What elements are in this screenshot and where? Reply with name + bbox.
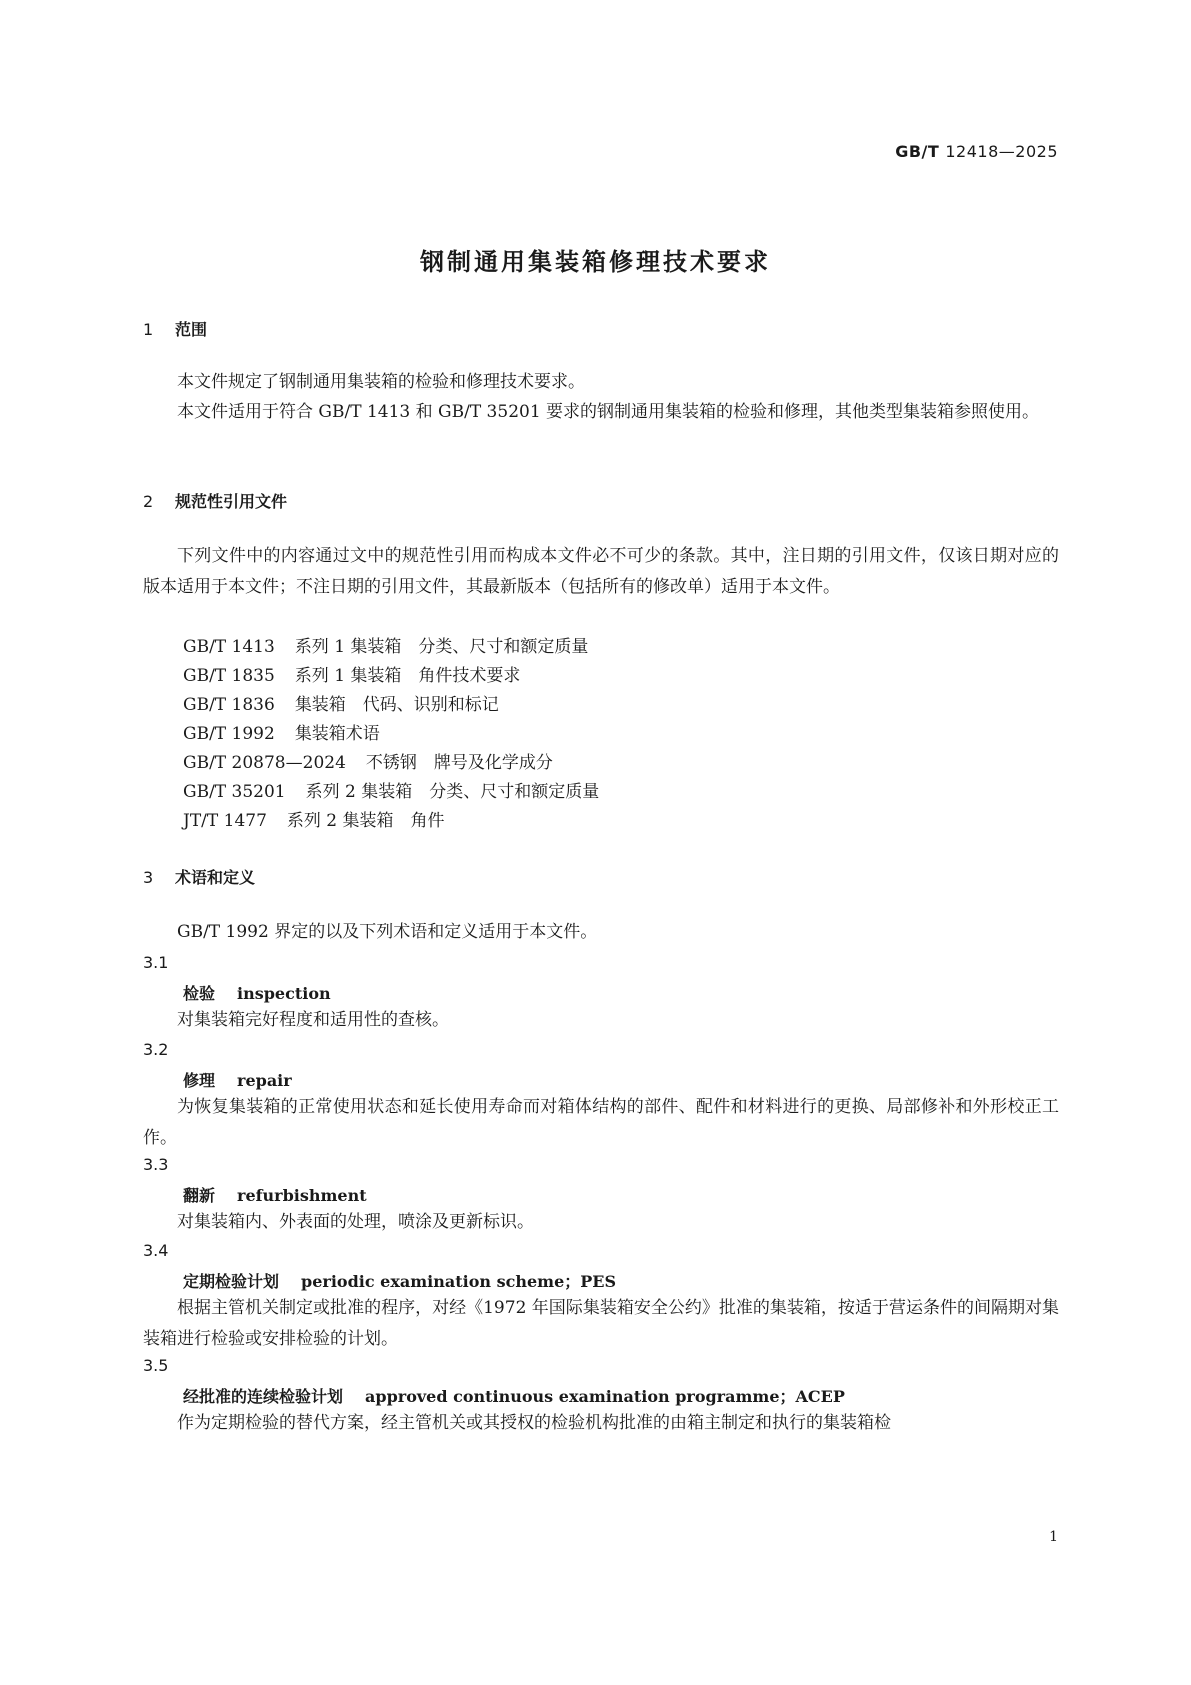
reference-title: 集装箱 代码、识别和标记 <box>294 695 499 715</box>
standard-prefix: GB/T <box>895 142 940 161</box>
term-definition: 为恢复集装箱的正常使用状态和延长使用寿命而对箱体结构的部件、配件和材料进行的更换、局部修补和外形校正工作。 <box>143 1097 1059 1148</box>
term-name <box>183 1384 845 1407</box>
reference-title: 系列 1 集装箱 角件技术要求 <box>294 666 521 686</box>
section-number: 2 <box>143 492 154 511</box>
section-title: 规范性引用文件 <box>175 492 288 511</box>
reference-code: GB/T 35201 <box>183 782 286 802</box>
section-heading-scope <box>143 317 207 340</box>
term-number: 3.3 <box>143 1155 169 1174</box>
term-name <box>183 1183 367 1206</box>
term-english: periodic examination scheme；PES <box>301 1272 617 1291</box>
scope-paragraph-2: 本文件适用于符合 GB/T 1413 和 GB/T 35201 要求的钢制通用集装箱的检验和修理，其他类型集装箱参照使用。 <box>177 402 1040 422</box>
reference-code: JT/T 1477 <box>183 811 267 831</box>
reference-item <box>183 632 588 657</box>
term-definition: 对集装箱内、外表面的处理，喷涂及更新标识。 <box>177 1212 534 1232</box>
normative-intro-paragraph: 下列文件中的内容通过文中的规范性引用而构成本文件必不可少的条款。其中，注日期的引用文件，仅该日期对应的版本适用于本文件；不注日期的引用文件，其最新版本（包括所有的修改单）适用于本文件。 <box>143 546 1059 597</box>
reference-title: 系列 1 集装箱 分类、尺寸和额定质量 <box>294 637 589 657</box>
term-definition: 作为定期检验的替代方案，经主管机关或其授权的检验机构批准的由箱主制定和执行的集装箱检 <box>177 1413 891 1433</box>
term-chinese: 修理 <box>183 1071 216 1090</box>
reference-title: 系列 2 集装箱 角件 <box>286 811 445 831</box>
standard-number <box>895 142 1058 161</box>
term-number: 3.2 <box>143 1040 169 1059</box>
standard-code: 12418—2025 <box>945 142 1058 161</box>
term-chinese: 经批准的连续检验计划 <box>183 1387 344 1406</box>
term-chinese: 检验 <box>183 984 216 1003</box>
reference-item <box>183 748 553 773</box>
term-number: 3.1 <box>143 953 169 972</box>
reference-item <box>183 777 599 802</box>
section-number: 3 <box>143 868 154 887</box>
document-title: 钢制通用集装箱修理技术要求 <box>420 248 771 276</box>
term-english: refurbishment <box>237 1186 367 1205</box>
term-definition: 对集装箱完好程度和适用性的查核。 <box>177 1010 449 1030</box>
reference-code: GB/T 1835 <box>183 666 275 686</box>
term-name <box>183 1068 292 1091</box>
reference-item <box>183 661 520 686</box>
term-number: 3.4 <box>143 1241 169 1260</box>
term-chinese: 定期检验计划 <box>183 1272 280 1291</box>
section-heading-normative-references <box>143 489 287 512</box>
reference-code: GB/T 1992 <box>183 724 275 744</box>
scope-paragraph-1: 本文件规定了钢制通用集装箱的检验和修理技术要求。 <box>177 372 585 392</box>
page-number: 1 <box>1049 1529 1058 1545</box>
term-definition: 根据主管机关制定或批准的程序，对经《1972 年国际集装箱安全公约》批准的集装箱，按适于营运条件的间隔期对集装箱进行检验或安排检验的计划。 <box>143 1298 1059 1349</box>
section-number: 1 <box>143 320 154 339</box>
term-chinese: 翻新 <box>183 1186 216 1205</box>
term-english: inspection <box>237 984 331 1003</box>
reference-item <box>183 719 380 744</box>
reference-title: 集装箱术语 <box>294 724 380 744</box>
term-number: 3.5 <box>143 1356 169 1375</box>
term-english: approved continuous examination programme；ACEP <box>365 1387 845 1406</box>
reference-title: 系列 2 集装箱 分类、尺寸和额定质量 <box>305 782 600 802</box>
reference-title: 不锈钢 牌号及化学成分 <box>365 753 553 773</box>
terms-intro-paragraph: GB/T 1992 界定的以及下列术语和定义适用于本文件。 <box>177 922 598 942</box>
reference-code: GB/T 1836 <box>183 695 275 715</box>
section-title: 范围 <box>175 320 208 339</box>
section-title: 术语和定义 <box>175 868 256 887</box>
reference-code: GB/T 20878—2024 <box>183 753 346 773</box>
reference-item <box>183 690 499 715</box>
reference-item <box>183 806 445 831</box>
term-name <box>183 1269 616 1292</box>
section-heading-terms-and-definitions <box>143 865 255 888</box>
term-english: repair <box>237 1071 292 1090</box>
reference-code: GB/T 1413 <box>183 637 275 657</box>
term-name <box>183 981 331 1004</box>
